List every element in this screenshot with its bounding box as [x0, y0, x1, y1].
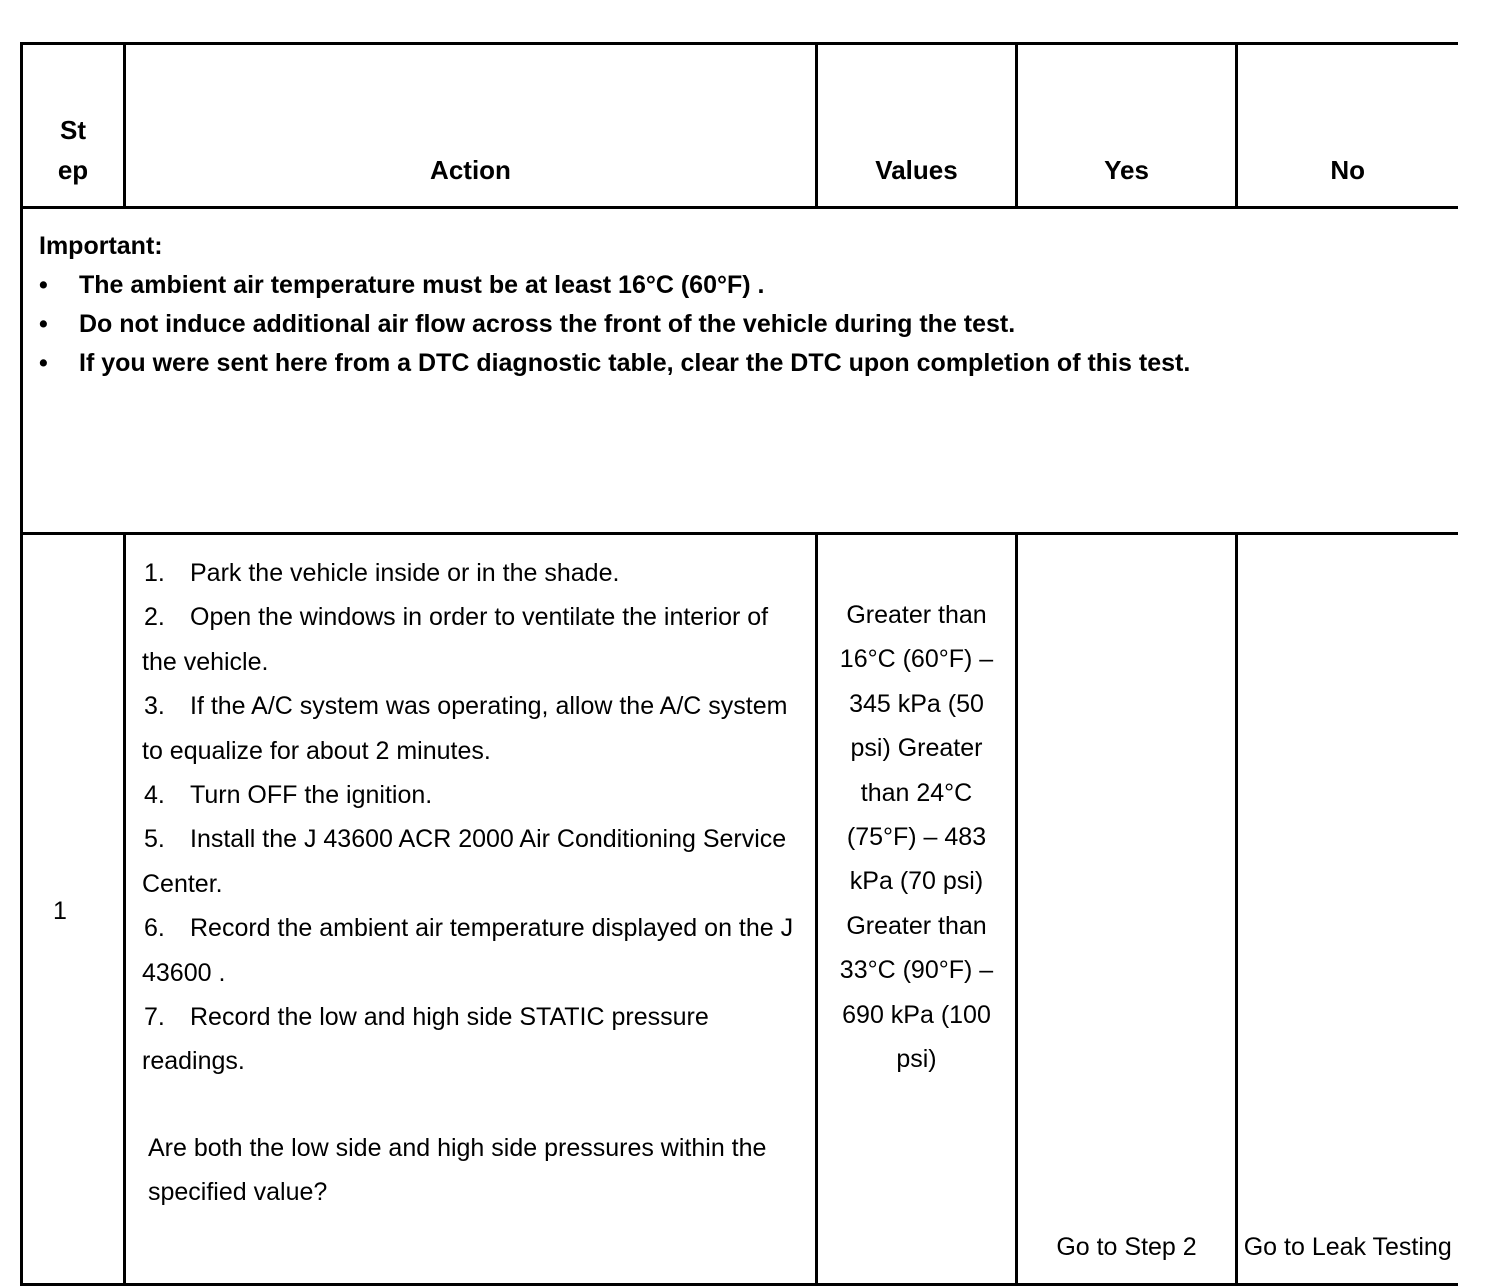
important-item: • If you were sent here from a DTC diagnostic table, clear the DTC upon completion of this test.: [39, 344, 1458, 383]
action-item-number: 1.: [144, 559, 165, 587]
diagnostic-table: [20, 42, 1458, 1286]
question-text: Are both the low side and high side pressures within the specified value?: [148, 1133, 767, 1207]
action-item-text: Record the ambient air temperature displayed on the J 43600 .: [142, 914, 794, 987]
action-item-number: 5.: [144, 825, 165, 854]
no-cell: Go to Leak Testing: [1237, 534, 1458, 1285]
important-row: [22, 208, 1458, 534]
yes-cell: Go to Step 2: [1017, 534, 1237, 1285]
action-item: [142, 995, 799, 1084]
action-item-text: Park the vehicle inside or in the shade.: [190, 559, 620, 587]
action-list: [142, 551, 799, 1084]
action-item: [142, 551, 799, 595]
action-item: [142, 773, 799, 817]
important-title: Important:: [39, 232, 163, 260]
step-header-line-1: St: [60, 115, 86, 145]
step-header-line-2: ep: [57, 155, 89, 185]
action-item-number: 6.: [144, 914, 165, 943]
important-item: • Do not induce additional air flow across the front of the vehicle during the test.: [39, 305, 1458, 344]
action-item-number: 7.: [144, 1003, 165, 1032]
important-item: • The ambient air temperature must be at least 16°C (60°F) .: [39, 266, 1458, 305]
action-item-text: If the A/C system was operating, allow the A/C system to equalize for about 2 minutes.: [142, 692, 788, 765]
important-note: [22, 208, 1458, 534]
important-list: [39, 266, 1458, 383]
action-item: [142, 684, 799, 773]
no-column-header: No: [1237, 44, 1458, 208]
values-cell: Greater than 16°C (60°F) – 345 kPa (50 psi) Greater than 24°C (75°F) – 483 kPa (70 psi) Greater than 33°C (90°F) – 690 kPa (100 psi): [817, 534, 1017, 1285]
action-item: [142, 817, 799, 906]
action-item-text: Turn OFF the ignition.: [190, 781, 433, 810]
action-item-text: Install the J 43600 ACR 2000 Air Conditioning Service Center.: [142, 825, 787, 898]
header-row: [22, 44, 1458, 208]
step-row-1: [22, 534, 1458, 1285]
action-item-number: 4.: [144, 781, 165, 810]
values-column-header: Values: [817, 44, 1017, 208]
step-column-header: [22, 44, 125, 208]
action-item-number: 3.: [144, 692, 165, 721]
action-cell: [125, 534, 817, 1285]
action-item: [142, 595, 799, 684]
action-item-text: Record the low and high side STATIC pressure readings.: [142, 1003, 709, 1076]
action-item-text: Open the windows in order to ventilate the interior of the vehicle.: [142, 603, 769, 676]
action-column-header: Action: [125, 44, 817, 208]
step-number: 1: [22, 534, 125, 1285]
action-item-number: 2.: [144, 603, 165, 632]
yes-column-header: Yes: [1017, 44, 1237, 208]
action-item: [142, 906, 799, 995]
